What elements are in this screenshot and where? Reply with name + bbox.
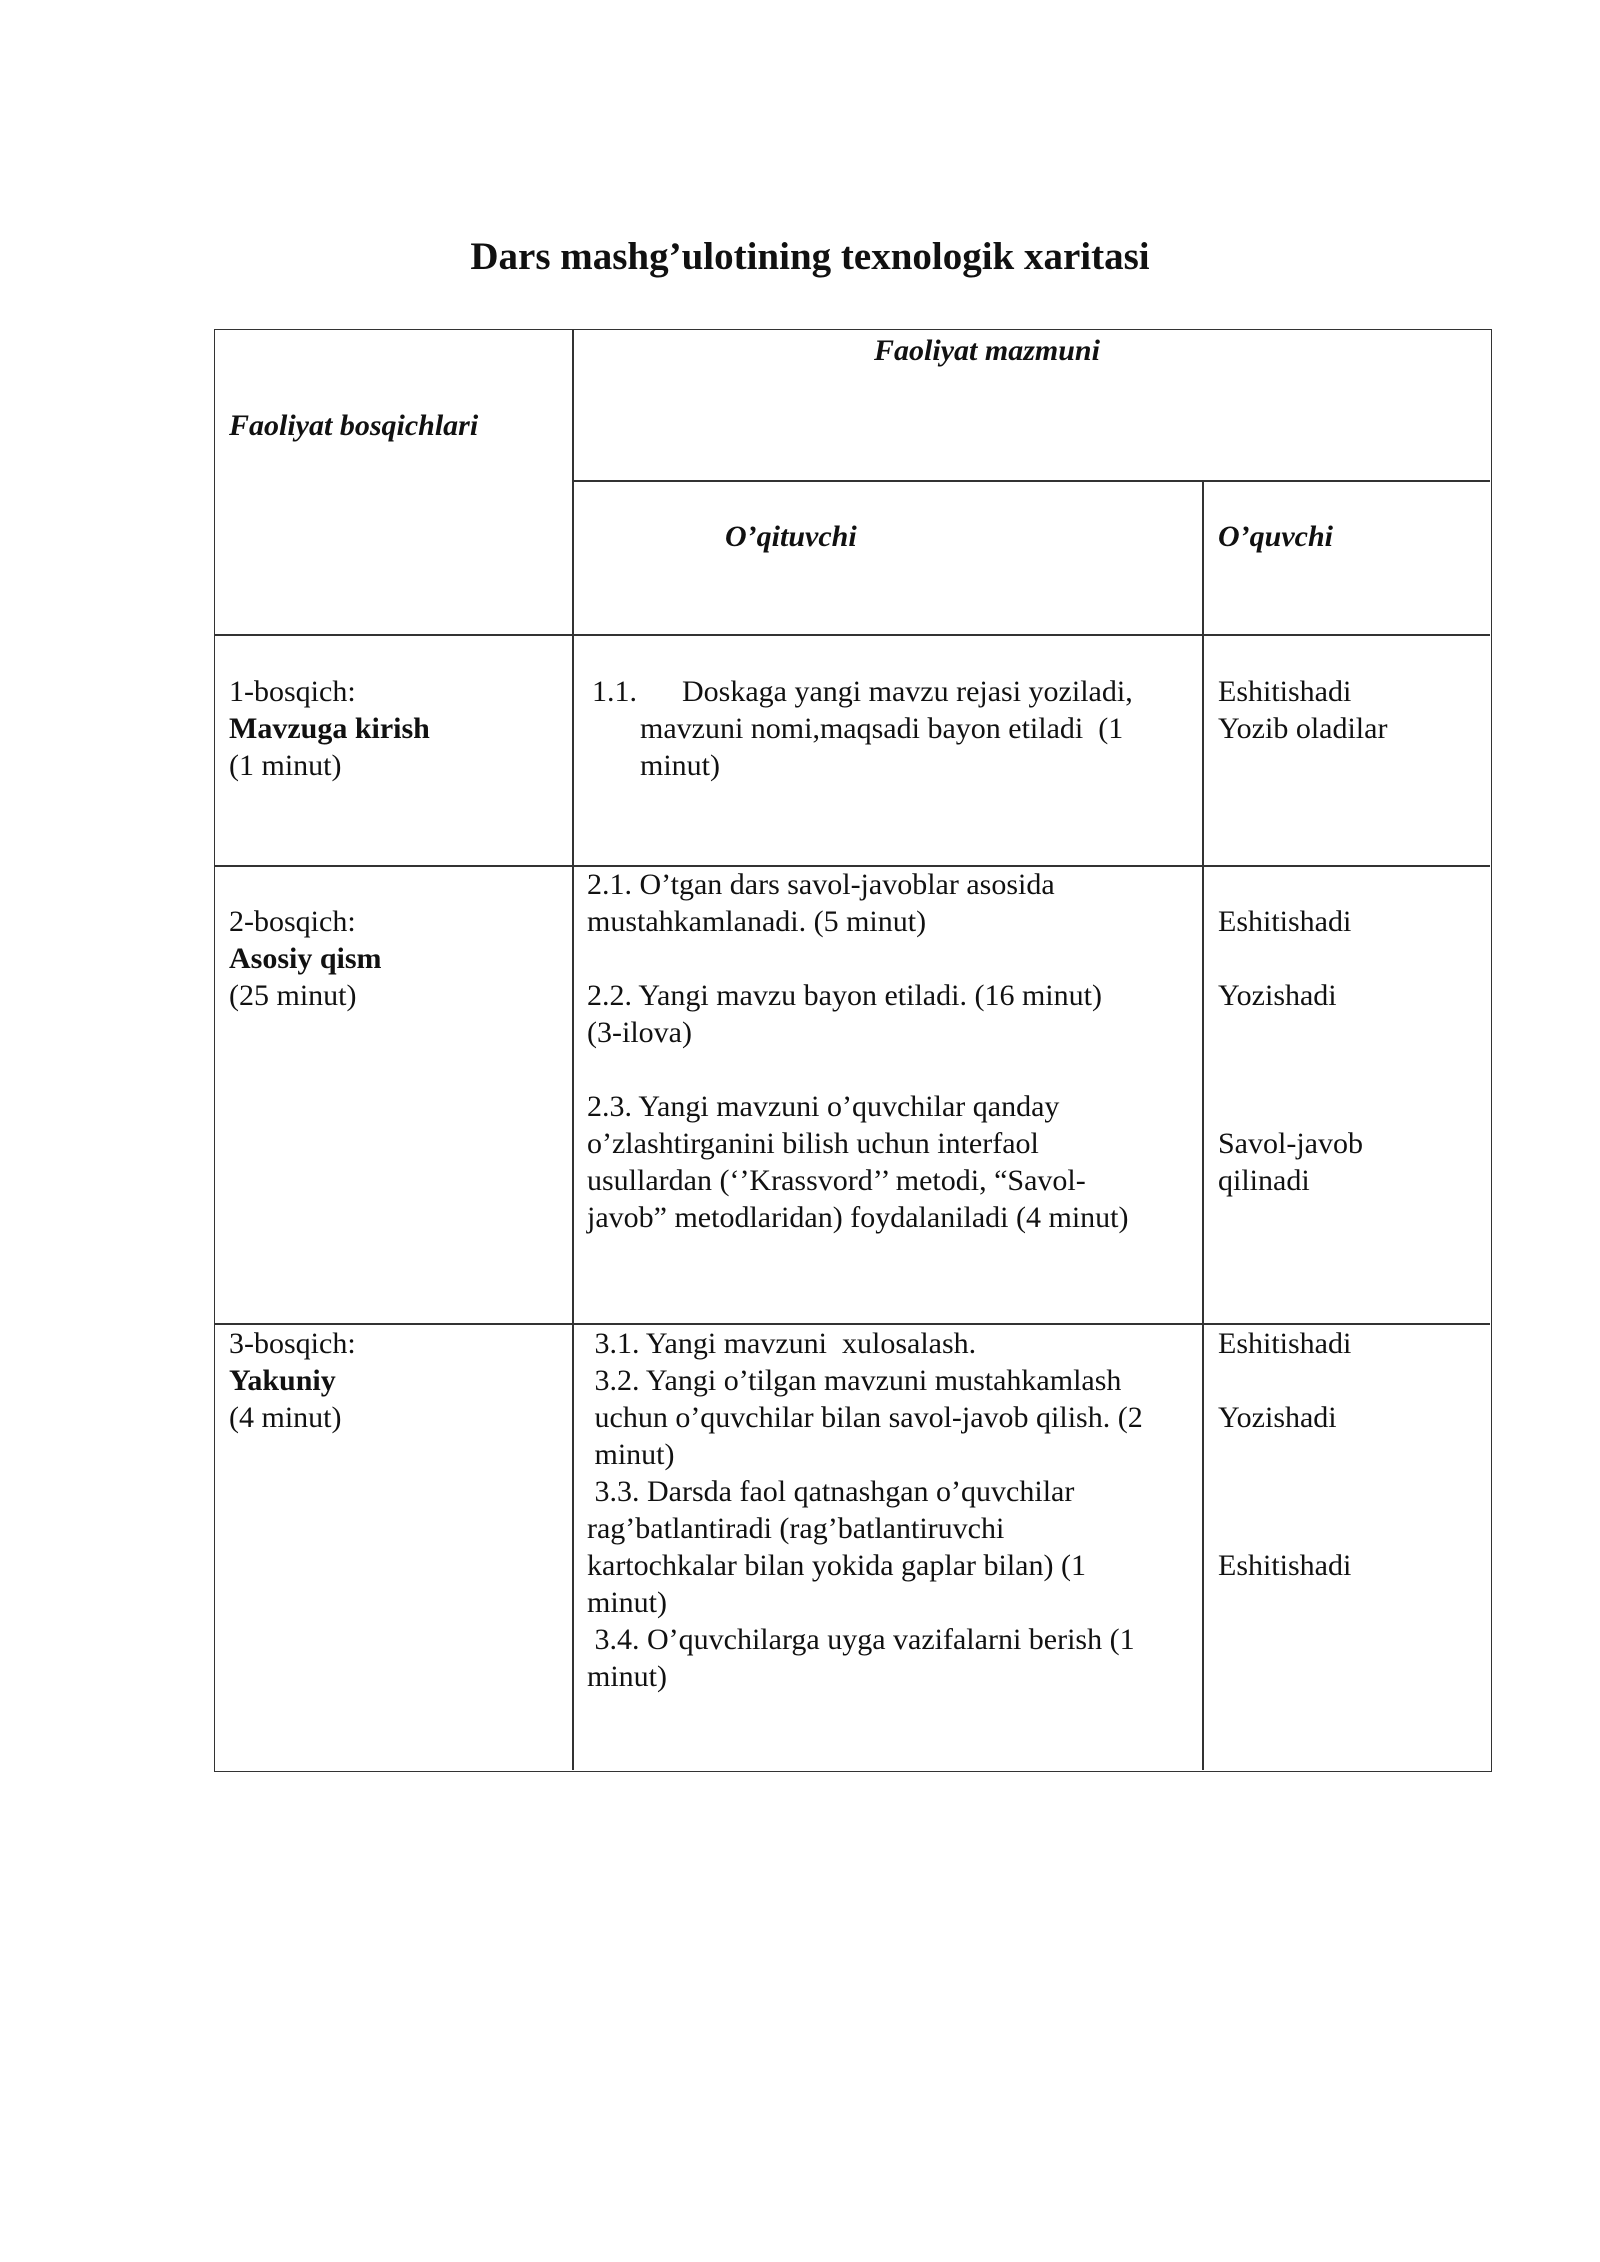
header-stages: Faoliyat bosqichlari [229, 409, 479, 442]
stage-label: 1-bosqich: [229, 675, 356, 708]
stage-cell [229, 673, 430, 784]
student-line: Eshitishadi [1218, 1549, 1352, 1582]
table-divider [215, 634, 1490, 636]
teacher-line: javob” metodlaridan) foydalaniladi (4 minut) [587, 1201, 1129, 1234]
teacher-line: minut) [587, 1438, 675, 1471]
teacher-line: minut) [587, 1660, 667, 1693]
teacher-line: minut) [587, 1586, 667, 1619]
teacher-line: 3.1. Yangi mavzuni xulosalash. [587, 1327, 977, 1360]
stage-time: (1 minut) [229, 749, 342, 782]
student-line: Eshitishadi [1218, 905, 1352, 938]
student-line: Yozishadi [1218, 1401, 1337, 1434]
stage-label: 2-bosqich: [229, 905, 356, 938]
stage-time: (4 minut) [229, 1401, 342, 1434]
header-teacher: O’qituvchi [725, 520, 857, 553]
technology-map-table [214, 329, 1492, 1772]
teacher-line: 3.2. Yangi o’tilgan mavzuni mustahkamlash [587, 1364, 1122, 1397]
table-divider [1202, 480, 1204, 1770]
teacher-line: o’zlashtirganini bilish uchun interfaol [587, 1127, 1039, 1160]
stage-time: (25 minut) [229, 979, 357, 1012]
stage-name: Asosiy qism [229, 942, 382, 975]
teacher-cell [587, 866, 1129, 1236]
table-divider [572, 480, 1490, 482]
stage-cell [229, 903, 382, 1014]
teacher-line: rag’batlantiradi (rag’batlantiruvchi [587, 1512, 1005, 1545]
teacher-line: 1.1. Doskaga yangi mavzu rejasi yoziladi, [592, 675, 1133, 708]
teacher-line: 2.2. Yangi mavzu bayon etiladi. (16 minut) [587, 979, 1102, 1012]
header-content: Faoliyat mazmuni [874, 334, 1100, 367]
student-line: Eshitishadi [1218, 1327, 1352, 1360]
teacher-line: 2.3. Yangi mavzuni o’quvchilar qanday [587, 1090, 1060, 1123]
teacher-cell [587, 1325, 1143, 1695]
teacher-line: mavzuni nomi,maqsadi bayon etiladi (1 [640, 712, 1124, 745]
teacher-line: mustahkamlanadi. (5 minut) [587, 905, 927, 938]
teacher-line: uchun o’quvchilar bilan savol-javob qilish. (2 [587, 1401, 1143, 1434]
header-student: O’quvchi [1218, 520, 1333, 553]
document-title: Dars mashg’ulotining texnologik xaritasi [470, 235, 1150, 278]
student-line: qilinadi [1218, 1164, 1310, 1197]
student-line: Savol-javob [1218, 1127, 1363, 1160]
stage-name: Yakuniy [229, 1364, 336, 1397]
teacher-line: 2.1. O’tgan dars savol-javoblar asosida [587, 868, 1055, 901]
stage-name: Mavzuga kirish [229, 712, 430, 745]
teacher-line: kartochkalar bilan yokida gaplar bilan) (1 [587, 1549, 1086, 1582]
student-line: Yozishadi [1218, 979, 1337, 1012]
student-cell [1218, 903, 1363, 1199]
teacher-line: 3.3. Darsda faol qatnashgan o’quvchilar [587, 1475, 1075, 1508]
teacher-line: usullardan (‘’Krassvord’’ metodi, “Savol- [587, 1164, 1086, 1197]
teacher-line: 3.4. O’quvchilarga uyga vazifalarni berish (1 [587, 1623, 1135, 1656]
stage-label: 3-bosqich: [229, 1327, 356, 1360]
student-cell [1218, 1325, 1351, 1584]
student-line: Yozib oladilar [1218, 712, 1388, 745]
student-line: Eshitishadi [1218, 675, 1352, 708]
teacher-cell [592, 673, 1133, 784]
student-cell [1218, 673, 1387, 747]
teacher-line: (3-ilova) [587, 1016, 692, 1049]
teacher-line: minut) [640, 749, 720, 782]
stage-cell [229, 1325, 356, 1436]
table-divider [572, 330, 574, 1770]
